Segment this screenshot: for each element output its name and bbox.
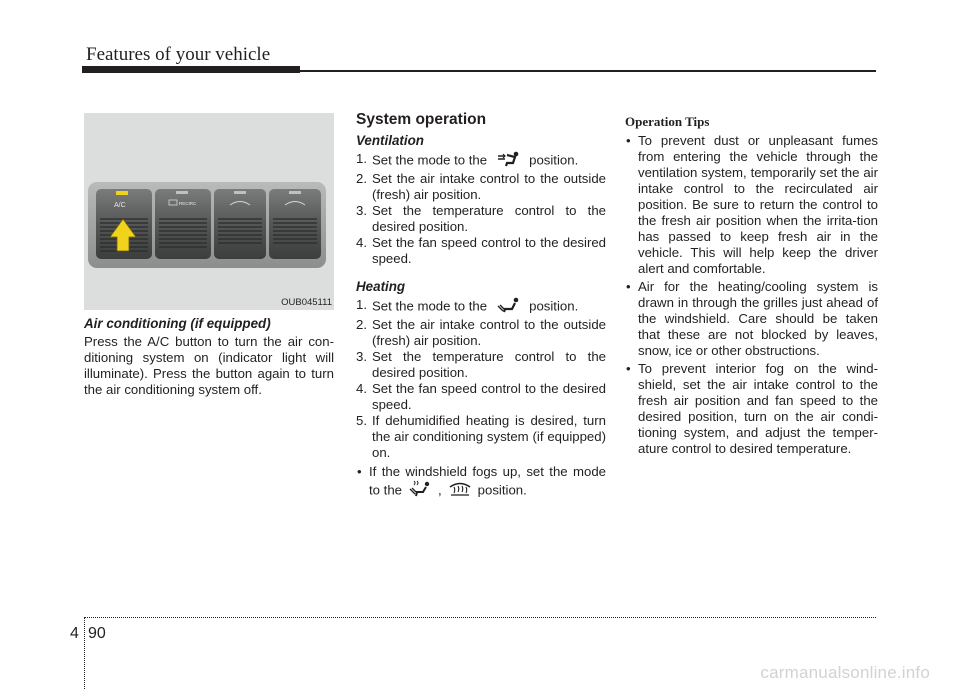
- header-title: Features of your vehicle: [86, 44, 271, 65]
- defrost-icon: [448, 481, 472, 501]
- page-number: 90: [88, 625, 106, 642]
- heating-step-4: 4. Set the fan speed control to the desired speed.: [356, 381, 606, 412]
- header-rule: [82, 66, 300, 73]
- floor-defrost-icon: [408, 480, 432, 502]
- header-rule-thin: [300, 70, 876, 72]
- heating-subhead: Heating: [356, 279, 406, 294]
- chapter-number: 4: [70, 625, 79, 642]
- ac-body: Press the A/C button to turn the air con-ditioning system on (indicator light will illuminate). Press the button again to turn the air conditioning system off.: [84, 334, 334, 397]
- footer-rule: [84, 617, 876, 618]
- ac-panel-figure: [84, 113, 334, 310]
- recirc-button-label: RECIRC: [179, 201, 197, 206]
- section-title: System operation: [356, 111, 487, 128]
- heating-step-3: 3. Set the temperature control to the desired position.: [356, 349, 606, 380]
- right-column: [625, 112, 878, 459]
- watermark: carmanualsonline.info: [760, 663, 930, 682]
- ventilation-step-2: 2. Set the air intake control to the outside (fresh) air position.: [356, 171, 606, 202]
- ventilation-step-1: 1. Set the mode to the position.: [356, 151, 606, 171]
- heating-step-1: 1. Set the mode to the position.: [356, 297, 606, 317]
- operation-tips-title: Operation Tips: [625, 114, 710, 129]
- mode-button-2: [269, 189, 321, 259]
- ac-button-label: A/C: [114, 202, 126, 209]
- ventilation-step-4: 4. Set the fan speed control to the desired speed.: [356, 235, 606, 266]
- heating-defog-bullet: • If the windshield fogs up, set the mode to the , position.: [356, 464, 606, 502]
- ac-panel-illustration: [84, 113, 334, 310]
- tip-bullet-1: • To prevent dust or unpleasant fumes from entering the vehicle through the ventilation system, temporarily set the air intake control to the recirculated air position. Be sure to return the control to the fresh air position when the irrita-tion has passed to keep fresh air in the vehicle. This will help keep the driver alert and comfortable.: [626, 133, 878, 276]
- figure-caption: OUB045111: [281, 297, 332, 308]
- recirc-button: [155, 189, 211, 259]
- footer-divider: [84, 617, 86, 689]
- ac-indicator-light: [116, 191, 128, 195]
- floor-vent-icon: [495, 297, 521, 317]
- mode-button-1: [214, 189, 266, 259]
- ac-subhead: Air conditioning (if equipped): [84, 316, 271, 331]
- middle-column: [356, 112, 606, 504]
- tip-bullet-3: • To prevent interior fog on the wind-shield, set the air intake control to the fresh air position and fan speed to the desired position, turn on the air condi-tioning system, and adjust the temper-ature control to desired temperature.: [626, 361, 878, 456]
- ventilation-step-3: 3. Set the temperature control to the desired position.: [356, 203, 606, 234]
- face-vent-icon: [495, 151, 521, 171]
- heating-step-5: 5. If dehumidified heating is desired, turn the air conditioning system (if equipped) on.: [356, 413, 606, 460]
- ventilation-subhead: Ventilation: [356, 133, 424, 148]
- tip-bullet-2: • Air for the heating/cooling system is drawn in through the grilles just ahead of the windshield. Care should be taken that these are not blocked by leaves, snow, ice or other obstructions.: [626, 279, 878, 358]
- left-column: [84, 316, 334, 398]
- heating-step-2: 2. Set the air intake control to the outside (fresh) air position.: [356, 317, 606, 348]
